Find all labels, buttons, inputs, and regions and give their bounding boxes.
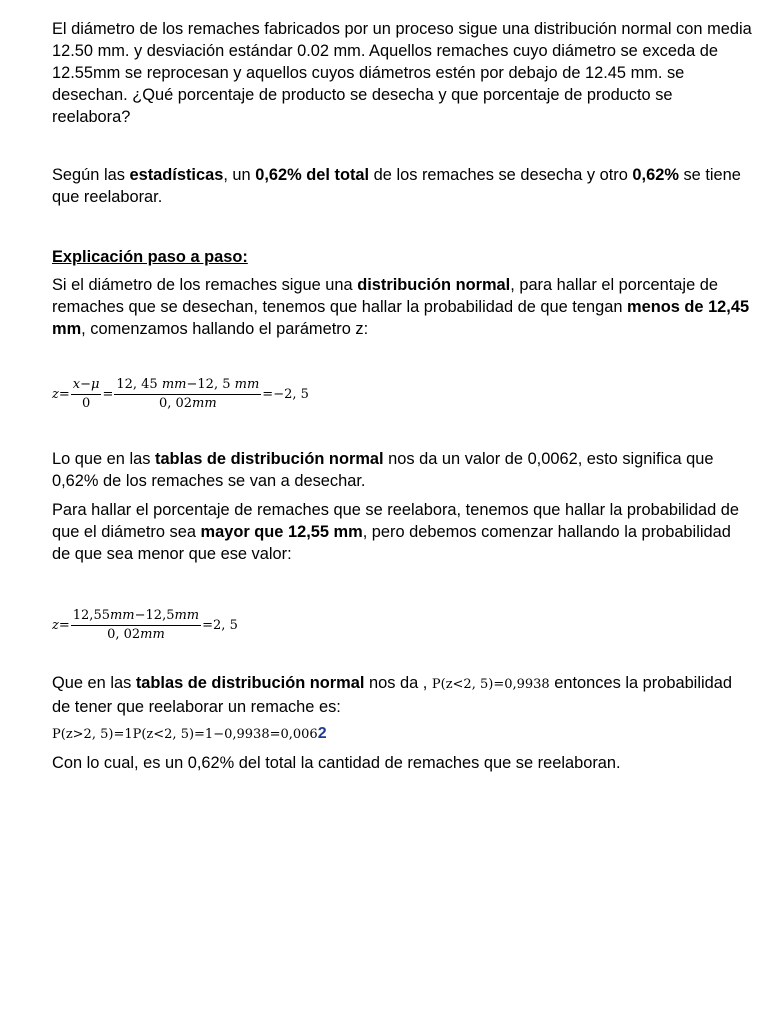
formula2-den-unit: mm — [140, 627, 165, 642]
table1-text-1: Lo que en las — [52, 450, 155, 468]
formula2-num-unit-1: mm — [109, 608, 135, 623]
formula2-den-a: 0, 02 — [107, 627, 141, 642]
table2-paragraph — [52, 672, 752, 718]
formula1-fraction-2 — [114, 377, 261, 412]
formula1-fraction-1 — [71, 377, 102, 412]
formula3-text: P(z>2, 5)=1P(z<2, 5)=1−0,9938=0,006 — [52, 727, 318, 742]
formula1-lhs: z — [52, 386, 59, 402]
formula2-num-unit-2: mm — [174, 608, 200, 623]
table1-text-2: nos da un valor de 0,0062, esto significa que 0,62% de los remaches se van a desechar. — [52, 450, 714, 490]
step2-text-2: , pero debemos comenzar hallando la probabilidad de que sea menor que ese valor: — [52, 523, 731, 563]
formula1-den-a: 0, 02 — [158, 396, 193, 411]
formula1-num-unit-2: mm — [234, 377, 260, 392]
answer-text-3: de los remaches se desecha y otro — [369, 166, 633, 184]
step2-text-1: Para hallar el porcentaje de remaches que se reelabora, tenemos que hallar la probabilidad de que el diámetro sea — [52, 501, 740, 541]
step1-paragraph — [52, 274, 752, 340]
table1-bold-tables: tablas de distribución normal — [154, 450, 384, 468]
formula2-eq: = — [58, 617, 70, 633]
formula2-result: =2, 5 — [202, 617, 238, 633]
step2-bold-threshold: mayor que 12,55 mm — [200, 523, 363, 541]
formula1-frac1-num-text: x−μ — [72, 377, 100, 392]
step1-bold-distribution: distribución normal — [357, 276, 511, 294]
table2-text-1: Que en las — [52, 674, 136, 692]
table1-paragraph — [52, 448, 752, 492]
formula-probability-complement — [52, 723, 327, 746]
step1-text-2: , para hallar el porcentaje de remaches que se desechan, tenemos que hallar la probabilidad de que tengan — [52, 276, 718, 316]
formula1-frac1-numerator — [71, 377, 102, 395]
table2-text-2: nos da , — [364, 674, 432, 692]
formula2-num-a: 12,55 — [72, 608, 110, 623]
formula2-numerator — [71, 608, 201, 626]
formula1-eq-1: = — [58, 386, 70, 402]
formula2-denominator — [105, 626, 167, 643]
answer-text-2: , un — [223, 166, 256, 184]
formula3-last-digit: 2 — [317, 725, 327, 742]
step1-bold-threshold: menos de 12,45 mm — [52, 298, 750, 338]
table2-bold-tables: tablas de distribución normal — [135, 674, 365, 692]
formula1-frac2-denominator — [157, 395, 219, 412]
answer-bold-total: 0,62% del total — [255, 166, 370, 184]
table2-inline-probability: P(z<2, 5)=0,9938 — [431, 677, 550, 692]
formula1-num-unit-1: mm — [161, 377, 187, 392]
section-heading: Explicación paso a paso: — [52, 248, 248, 266]
formula2-lhs: z — [52, 617, 59, 633]
problem-statement: El diámetro de los remaches fabricados por un proceso sigue una distribución normal con media 12.50 mm. y desviación estándar 0.02 mm. Aquellos remaches cuyo diámetro se exceda de 12.55mm se reprocesan y aquellos cuyos diámetros estén por debajo de 12.45 mm. se desechan. ¿Qué porcentaje de producto se desecha y que porcentaje de producto se reelabora? — [52, 20, 752, 126]
step1-text-1: Si el diámetro de los remaches sigue una — [52, 276, 358, 294]
formula-z-lower — [52, 377, 309, 412]
answer-bold-percent: 0,62% — [632, 166, 679, 184]
step1-text-3: , comenzamos hallando el parámetro z: — [81, 320, 369, 338]
formula-z-upper — [52, 608, 238, 643]
answer-text-4: se tiene que reelaborar. — [52, 166, 741, 206]
formula2-num-b: −12,5 — [134, 608, 175, 623]
answer-text-1: Según las — [52, 166, 130, 184]
step2-paragraph — [52, 499, 752, 565]
formula1-eq-2: = — [102, 386, 114, 402]
formula1-frac2-numerator — [114, 377, 261, 395]
formula1-frac1-denominator: 0 — [81, 396, 91, 411]
formula1-num-b: −12, 5 — [186, 377, 231, 392]
formula1-result: =−2, 5 — [262, 386, 309, 402]
answer-summary — [52, 164, 752, 208]
formula1-den-unit: mm — [192, 396, 217, 411]
formula1-num-a: 12, 45 — [116, 377, 158, 392]
conclusion-paragraph: Con lo cual, es un 0,62% del total la cantidad de remaches que se reelaboran. — [52, 754, 621, 772]
formula2-fraction — [71, 608, 201, 643]
answer-bold-estadisticas: estadísticas — [129, 166, 224, 184]
table2-text-3: entonces la probabilidad de tener que reelaborar un remache es: — [52, 674, 732, 716]
